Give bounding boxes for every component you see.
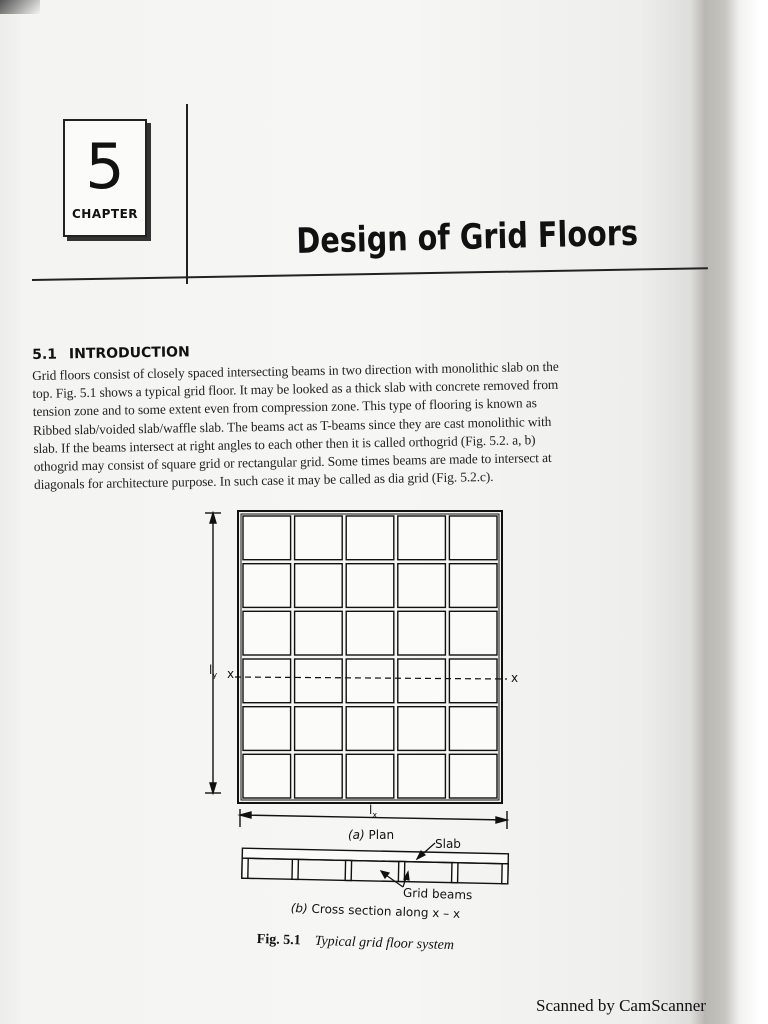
grid-floor-drawing xyxy=(195,505,535,965)
grid-beam-rib xyxy=(292,859,298,879)
grid-panel xyxy=(346,564,394,608)
plan-label-prefix: (a) xyxy=(348,828,365,842)
scan-edge-shadow xyxy=(0,0,40,14)
grid-panel xyxy=(243,564,291,608)
section-title: INTRODUCTION xyxy=(68,344,190,363)
section-heading xyxy=(32,344,190,363)
section-mark-right: x xyxy=(511,671,519,685)
grid-panel xyxy=(295,659,343,703)
grid-panel xyxy=(295,611,343,655)
grid-beams-label: Grid beams xyxy=(402,885,473,903)
grid-panel xyxy=(398,754,446,798)
slab-label: Slab xyxy=(435,837,461,851)
grid-panel xyxy=(346,516,394,560)
grid-panel xyxy=(295,707,343,751)
annotation-leaders xyxy=(381,843,435,887)
dim-lx-sub: x xyxy=(372,810,378,820)
chapter-title: Design of Grid Floors xyxy=(296,213,639,262)
grid-panel xyxy=(346,754,394,798)
cross-section-drawing xyxy=(242,848,509,884)
grid-panel xyxy=(295,516,343,560)
grid-panel xyxy=(398,659,446,703)
grid-panel xyxy=(295,754,343,798)
grid-panel xyxy=(243,754,291,798)
grid-beam-rib xyxy=(502,864,508,884)
grid-panel xyxy=(449,564,497,608)
grid-beam-rib xyxy=(242,858,248,878)
grid-panel xyxy=(243,611,291,655)
grid-panel xyxy=(243,516,291,560)
section-label-text: Cross section along x – x xyxy=(311,901,461,921)
grid-panel xyxy=(449,754,497,798)
grid-panel xyxy=(449,516,497,560)
paragraph-line: slab. If the beams intersect at right angles to each other then it is called orthogrid (Fig. 5.2. a, b) xyxy=(33,432,536,456)
grid-panel xyxy=(346,611,394,655)
grid-beam-rib xyxy=(345,860,351,880)
grid-panel xyxy=(398,516,446,560)
grid-panel xyxy=(243,707,291,751)
chapter-number-box xyxy=(63,119,147,237)
caption-number: Fig. 5.1 xyxy=(256,932,301,949)
grid-floor-figure xyxy=(195,505,535,965)
caption-text: Typical grid floor system xyxy=(314,933,455,954)
section-number: 5.1 xyxy=(32,346,58,363)
intro-paragraph xyxy=(32,355,710,494)
paragraph-line: top. Fig. 5.1 shows a typical grid floor. It may be looked as a thick slab with concrete removed from xyxy=(32,377,559,402)
scanner-watermark: Scanned by CamScanner xyxy=(536,996,706,1015)
dim-lx-main: l xyxy=(369,803,373,817)
chapter-number: 5 xyxy=(85,130,125,203)
chapter-vertical-rule xyxy=(186,104,188,284)
grid-panel xyxy=(398,611,446,655)
dim-ly-label xyxy=(209,663,217,679)
chapter-label: CHAPTER xyxy=(71,207,139,221)
section-label-prefix: (b) xyxy=(290,901,308,916)
plan-label xyxy=(348,828,394,842)
section-mark-left: x xyxy=(227,667,235,681)
dimension-ly xyxy=(205,513,221,793)
grid-panels xyxy=(243,516,497,798)
dim-ly-sub: y xyxy=(212,670,218,680)
grid-panel xyxy=(449,659,497,703)
grid-panel xyxy=(449,707,497,751)
chapter-horizontal-rule xyxy=(32,267,708,281)
paragraph-line: tension zone and to some extent even from compression zone. This type of flooring is known as xyxy=(32,395,537,420)
paragraph-line: diagonals for architecture purpose. In such case it may be called as dia grid (Fig. 5.2.c). xyxy=(33,469,494,493)
grid-panel xyxy=(449,611,497,655)
dim-ly-main: l xyxy=(209,663,213,677)
paragraph-line: Ribbed slab/voided slab/waffle slab. The beams act as T-beams since they are cast monolithic with xyxy=(32,413,552,438)
plan-label-text: Plan xyxy=(368,828,395,842)
paragraph-line: Grid floors consist of closely spaced intersecting beams in two direction with monolithic slab on the xyxy=(32,358,559,383)
grid-panel xyxy=(346,707,394,751)
grid-panel xyxy=(243,659,291,703)
grid-panel xyxy=(398,564,446,608)
grid-beam-rib xyxy=(452,863,458,883)
dim-lx-label xyxy=(369,803,377,819)
grid-panel xyxy=(398,707,446,751)
paragraph-line: othogrid may consist of square grid or rectangular grid. Some times beams are made to intersect at xyxy=(33,449,552,474)
grid-panel xyxy=(295,564,343,608)
grid-panel xyxy=(346,659,394,703)
